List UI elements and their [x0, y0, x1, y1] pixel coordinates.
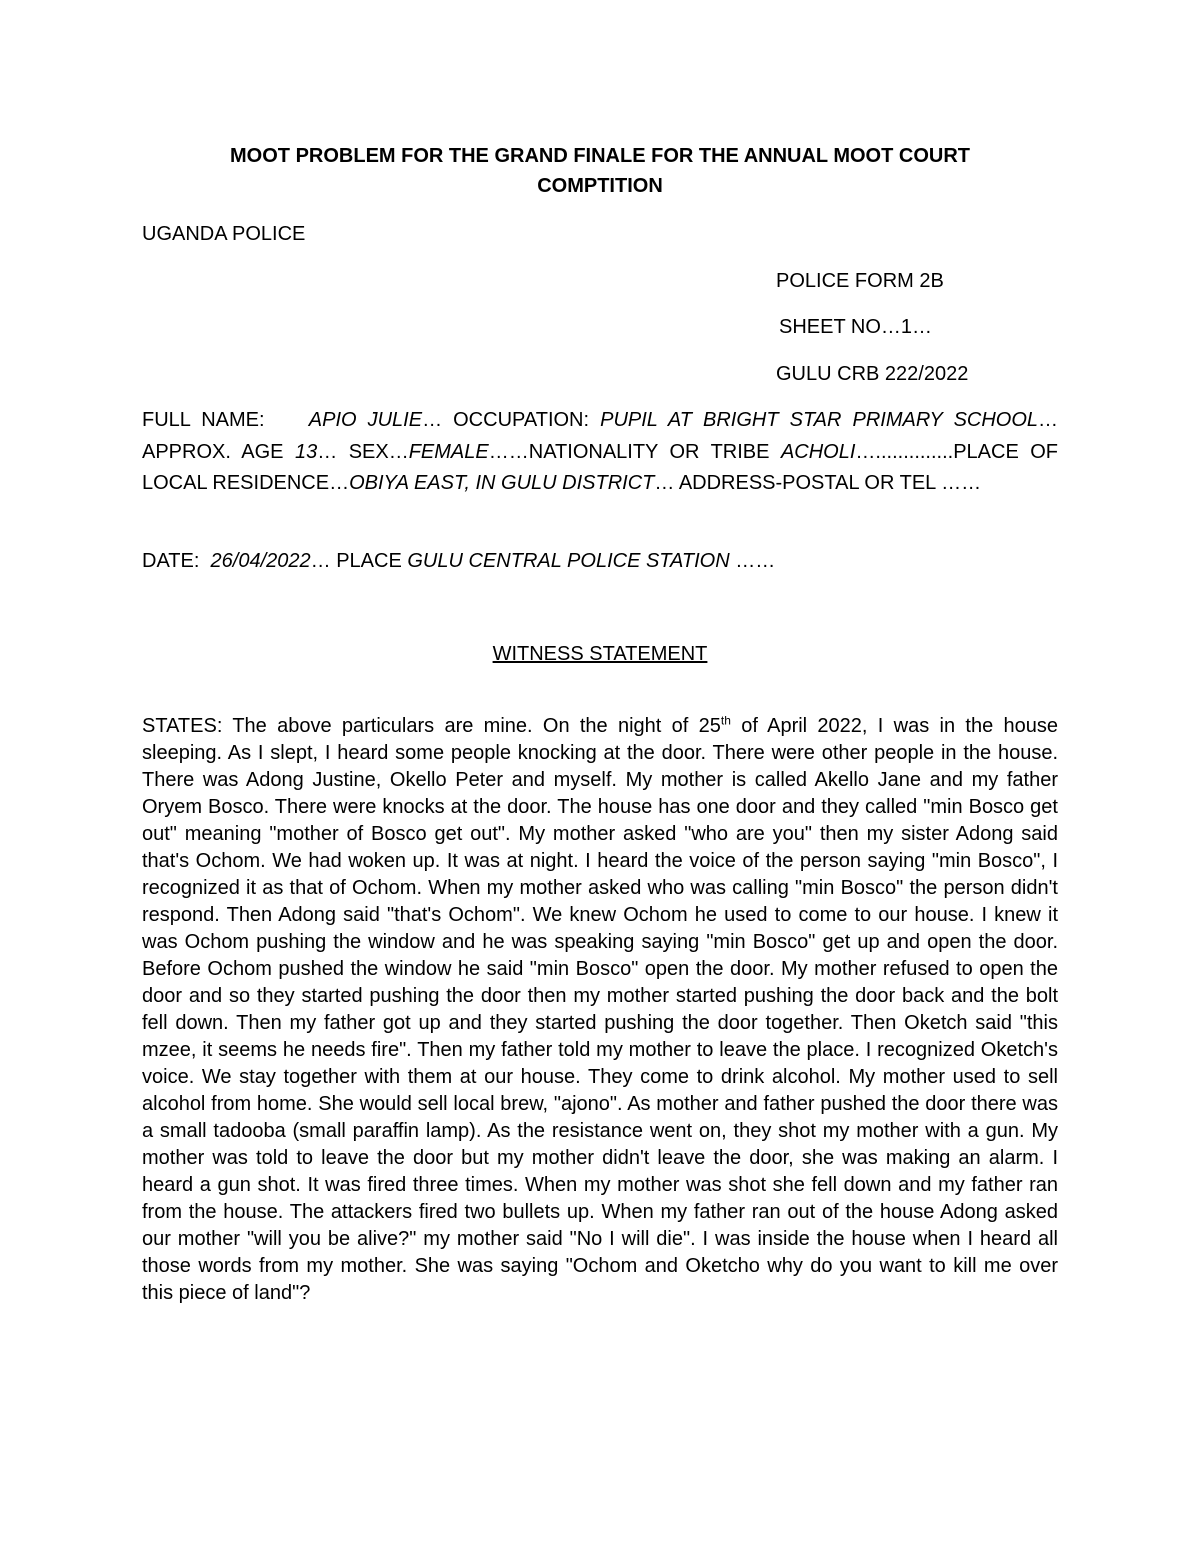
title-line-2: COMPTITION [537, 175, 663, 197]
title-line-1: MOOT PROBLEM FOR THE GRAND FINALE FOR THE ANNUAL MOOT COURT [230, 145, 970, 167]
ordinal-suffix: th [720, 713, 731, 728]
full-name-label: FULL NAME: [142, 409, 265, 431]
witness-particulars [142, 405, 1058, 500]
place-label: … PLACE [310, 550, 402, 572]
crb-reference: GULU CRB 222/2022 [776, 363, 969, 385]
section-heading: WITNESS STATEMENT [492, 643, 708, 665]
full-name-value: APIO JULIE [308, 409, 423, 431]
document-title [142, 141, 1058, 201]
place-trail: …… [735, 550, 776, 572]
nationality-label: ……NATIONALITY OR TRIBE [488, 440, 770, 463]
address-label: … ADDRESS-POSTAL OR TEL …… [654, 472, 982, 494]
age-label: …APPROX. AGE [142, 409, 1059, 463]
date-place-line [142, 549, 775, 573]
form-number: POLICE FORM 2B [776, 270, 944, 292]
age-value: 13 [294, 440, 318, 463]
residence-value: OBIYA EAST, IN GULU DISTRICT [349, 472, 655, 494]
sex-label: … SEX… [317, 440, 409, 463]
occupation-value: PUPIL AT BRIGHT STAR PRIMARY SCHOOL [600, 409, 1039, 431]
organization-name: UGANDA POLICE [142, 223, 306, 245]
date-value: 26/04/2022 [210, 550, 311, 572]
occupation-label: … OCCUPATION: [422, 409, 590, 431]
tribe-value: ACHOLI [780, 440, 856, 463]
sheet-number: SHEET NO…1… [779, 316, 932, 338]
sex-value: FEMALE [408, 440, 489, 463]
residence-label: …..............PLACE OF LOCAL RESIDENCE… [142, 440, 1059, 494]
witness-statement-body [142, 713, 1058, 1307]
statement-opening: STATES: The above particulars are mine. On the night of 25 [142, 715, 721, 737]
place-value: GULU CENTRAL POLICE STATION [407, 550, 730, 572]
date-label: DATE: [142, 550, 200, 572]
statement-text: of April 2022, I was in the house sleeping. As I slept, I heard some people knocking at the door. There were other people in the house. There was Adong Justine, Okello Peter and myself. My mother is called Akello Jane and my father Oryem Bosco. There were knocks at the door. The house has one door and they called "min Bosco get out" meaning "mother of Bosco get out". My mother asked "who are you" then my sister Adong said that's Ochom. We had woken up. It was at night. I heard the voice of the person saying "min Bosco", I recognized it as that of Ochom. When my mother asked who was calling "min Bosco" the person didn't respond. Then Adong said "that's Ochom". We knew Ochom he used to come to our house. I knew it was Ochom pushing the window and he was speaking saying "min Bosco" get up and open the door. Before Ochom pushed the window he said "min Bosco" open the door. My mother refused to open the door and so they started pushing the door then my mother started pushing the door back and the bolt fell down. Then my father got up and they started pushing the door together. Then Oketch said "this mzee, it seems he needs fire". Then my father told my mother to leave the place. I recognized Oketch's voice. We stay together with them at our house. They come to drink alcohol. My mother used to sell alcohol from home. She would sell local brew, "ajono". As mother and father pushed the door there was a small tadooba (small paraffin lamp). As the resistance went on, they shot my mother with a gun. My mother was told to leave the door but my mother didn't leave the door, she was making an alarm. I heard a gun shot. It was fired three times. When my mother was shot she fell down and my father ran from the house. The attackers fired two bullets up. When my father ran out of the house Adong asked our mother "will you be alive?" my mother said "No I will die". I was inside the house when I heard all those words from my mother. She was saying "Ochom and Oketcho why do you want to kill me over this piece of land"? [142, 715, 1059, 1304]
